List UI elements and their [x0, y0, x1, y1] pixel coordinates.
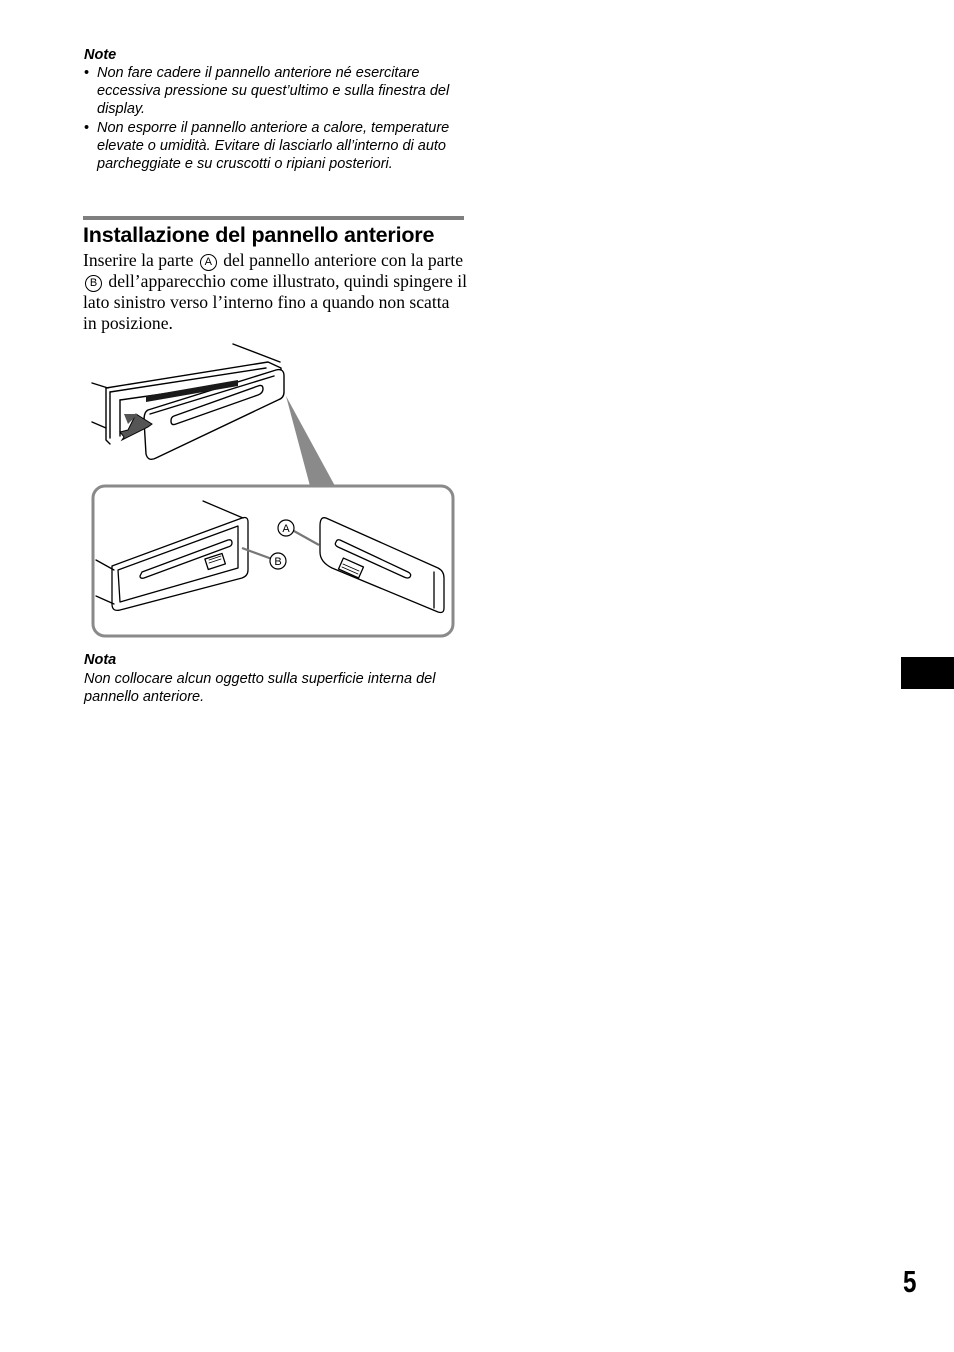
instructions-part3: dell’apparecchio come illustrato, quindi spingere il lato sinistro verso l’interno fino a quando non scatta in posizione.	[83, 271, 468, 333]
bullet-mark: •	[84, 65, 90, 81]
notes-title: Note	[84, 47, 117, 63]
instructions-part1: Inserire la parte	[83, 250, 194, 270]
notes-list	[84, 64, 466, 173]
nota-text: Non collocare alcun oggetto sulla superficie interna del pannello anteriore.	[84, 671, 436, 706]
note-text: Non fare cadere il pannello anteriore né esercitare eccessiva pressione su quest’ultimo e sulla finestra del display.	[97, 65, 450, 118]
section-heading: Installazione del pannello anteriore	[83, 223, 435, 247]
bullet-mark: •	[84, 119, 90, 136]
nota-title: Nota	[84, 652, 117, 668]
page-number: 5	[903, 1264, 917, 1299]
list-item	[84, 119, 466, 174]
note-text: Non esporre il pannello anteriore a calore, temperature elevate o umidità. Evitare di lasciarlo all’interno di auto parcheggiate e su cruscotti o ripiani posteriori.	[97, 119, 450, 173]
section-tab-marker	[901, 657, 954, 689]
figure-label-b: B	[274, 556, 282, 568]
instructions-paragraph	[83, 250, 467, 333]
installation-illustration	[88, 340, 460, 642]
list-item	[84, 64, 466, 119]
marker-b-icon: B	[85, 275, 102, 292]
section-rule	[83, 216, 464, 220]
instructions-part2: del pannello anteriore con la parte	[223, 250, 464, 270]
marker-a-icon: A	[200, 254, 217, 271]
figure-label-a: A	[282, 523, 290, 535]
